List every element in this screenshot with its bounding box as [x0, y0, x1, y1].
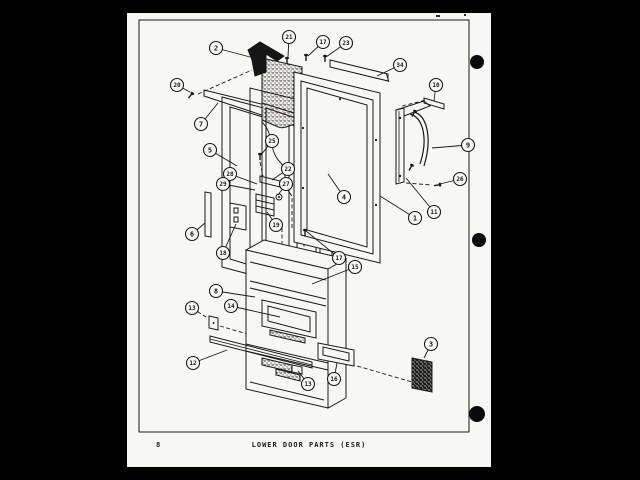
callout-7	[195, 118, 208, 131]
svg-text:16: 16	[330, 376, 338, 383]
svg-text:15: 15	[351, 264, 359, 271]
svg-text:5: 5	[207, 146, 213, 155]
callout-20	[171, 79, 184, 92]
svg-text:10: 10	[432, 82, 440, 89]
callout-11	[428, 206, 441, 219]
hinge-cluster	[256, 176, 282, 216]
callout-17	[317, 36, 330, 49]
svg-text:3: 3	[428, 340, 434, 349]
svg-text:9: 9	[465, 141, 471, 150]
svg-text:21: 21	[285, 34, 293, 41]
callout-21	[283, 31, 296, 44]
callout-27	[280, 178, 293, 191]
svg-text:8: 8	[213, 287, 219, 296]
callout-18	[217, 247, 230, 260]
callout-12	[187, 357, 200, 370]
callout-16	[328, 373, 341, 386]
callout-25	[266, 135, 279, 148]
svg-text:6: 6	[189, 230, 195, 239]
screw-icon	[187, 91, 195, 99]
svg-text:26: 26	[456, 176, 464, 183]
svg-text:25: 25	[268, 138, 276, 145]
callout-29	[217, 178, 230, 191]
callout-9	[462, 139, 475, 152]
callout-5	[204, 144, 217, 157]
svg-text:7: 7	[198, 120, 204, 129]
screw-icon	[304, 54, 308, 61]
end-plate	[230, 203, 246, 230]
page-number: 8	[156, 441, 161, 449]
callout-6	[186, 228, 199, 241]
callout-34	[394, 59, 407, 72]
svg-text:12: 12	[189, 360, 197, 367]
screw-icon	[434, 182, 442, 187]
svg-text:18: 18	[219, 250, 227, 257]
svg-text:13: 13	[304, 381, 312, 388]
screw-icon	[323, 55, 327, 62]
svg-text:17: 17	[319, 39, 327, 46]
svg-text:29: 29	[219, 181, 227, 188]
svg-text:11: 11	[430, 209, 438, 216]
svg-text:20: 20	[173, 82, 181, 89]
side-strip	[205, 192, 211, 237]
callout-15	[349, 261, 362, 274]
svg-text:34: 34	[396, 62, 404, 69]
callout-19	[270, 219, 283, 232]
callout-2	[210, 42, 223, 55]
callout-17	[333, 252, 346, 265]
callout-4	[338, 191, 351, 204]
callout-23	[340, 37, 353, 50]
callout-3	[425, 338, 438, 351]
svg-text:17: 17	[335, 255, 343, 262]
svg-text:28: 28	[226, 171, 234, 178]
callout-13	[302, 378, 315, 391]
kick-plate	[412, 358, 432, 392]
figure-caption: LOWER DOOR PARTS (ESR)	[251, 441, 367, 449]
svg-text:27: 27	[282, 181, 290, 188]
door-outer-panel	[294, 72, 380, 263]
callout-10	[430, 79, 443, 92]
svg-text:13: 13	[188, 305, 196, 312]
callout-26	[454, 173, 467, 186]
svg-text:4: 4	[341, 193, 347, 202]
svg-text:19: 19	[272, 222, 280, 229]
callout-22	[282, 163, 295, 176]
svg-text:23: 23	[342, 40, 350, 47]
handle-assembly	[396, 98, 444, 184]
callout-8	[210, 285, 223, 298]
callout-1	[409, 212, 422, 225]
svg-text:14: 14	[227, 303, 235, 310]
screw-icon	[407, 163, 414, 171]
callout-14	[225, 300, 238, 313]
svg-text:22: 22	[284, 166, 292, 173]
svg-text:2: 2	[213, 44, 219, 53]
page-specks	[436, 14, 466, 17]
retainer-strip-34	[330, 60, 389, 82]
svg-text:1: 1	[412, 214, 418, 223]
binder-holes	[469, 55, 486, 422]
callout-13	[186, 302, 199, 315]
